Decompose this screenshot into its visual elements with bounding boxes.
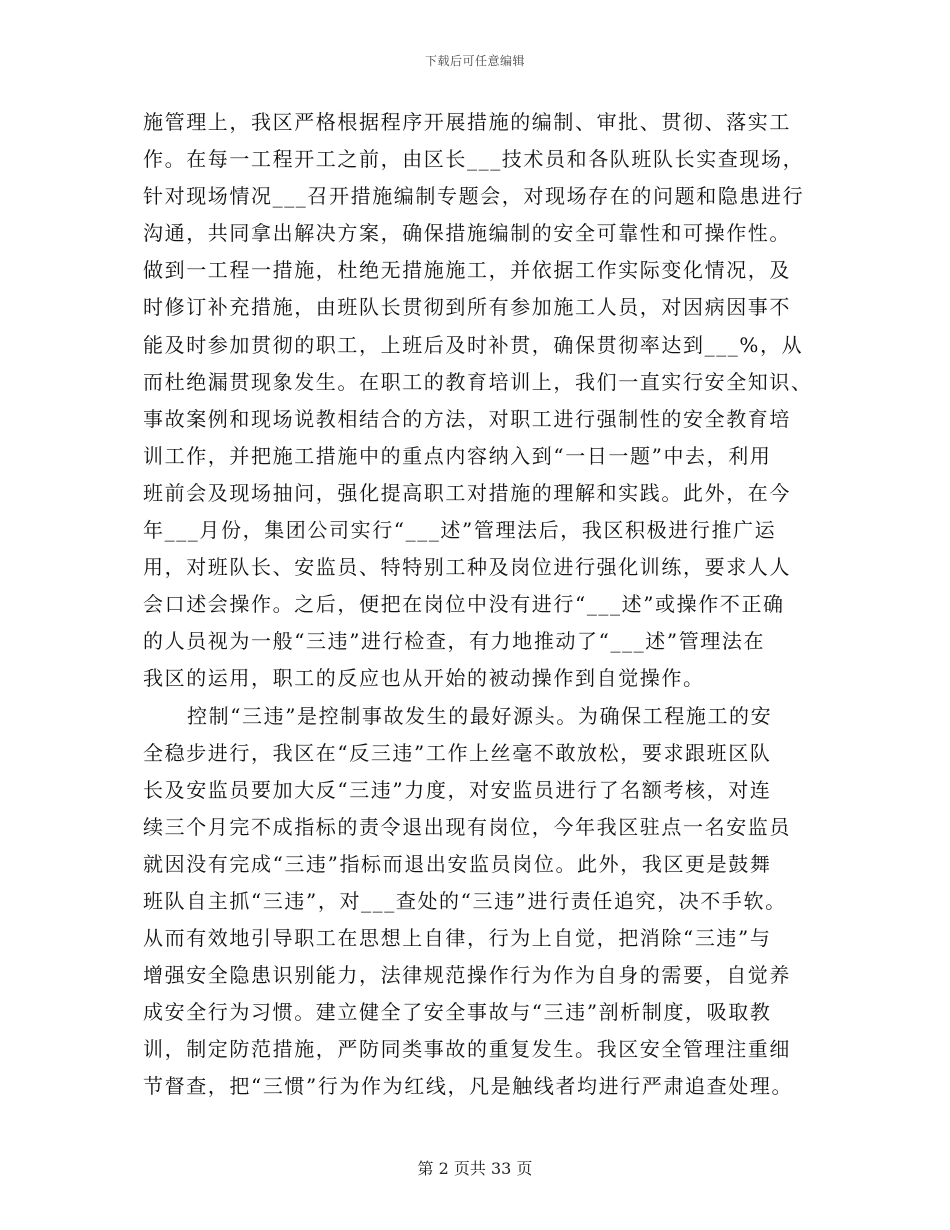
text-line: 沟通，共同拿出解决方案，确保措施编制的安全可靠性和可操作性。 <box>143 221 791 246</box>
text-line: 施管理上，我区严格根据程序开展措施的编制、审批、贯彻、落实工 <box>143 110 791 134</box>
text-line: 做到一工程一措施，杜绝无措施施工，并依据工作实际变化情况，及 <box>143 258 791 283</box>
text-line: 从而有效地引导职工在思想上自律，行为上自觉，把消除“三违”与 <box>143 926 772 951</box>
text-line: 班前会及现场抽问，强化提高职工对措施的理解和实践。此外，在今 <box>143 480 791 505</box>
text-line: 就因没有完成“三违”指标而退出安监员岗位。此外，我区更是鼓舞 <box>143 851 772 876</box>
text-line: 而杜绝漏贯现象发生。在职工的教育培训上，我们一直实行安全知识、 <box>143 369 813 394</box>
text-line: 节督查，把“三惯”行为作为红线，凡是触线者均进行严肃追查处理。 <box>143 1074 794 1099</box>
text-line: 全稳步进行，我区在“反三违”工作上丝毫不敢放松，要求跟班区队 <box>143 740 772 765</box>
text-line: 增强安全隐患识别能力，法律规范操作行为作为自身的需要，自觉养 <box>143 963 791 988</box>
document-body <box>143 104 813 1106</box>
text-line: 我区的运用，职工的反应也从开始的被动操作到自觉操作。 <box>143 666 705 691</box>
text-line: 事故案例和现场说教相结合的方法，对职工进行强制性的安全教育培 <box>143 406 791 431</box>
page-number-footer: 第 2 页共 33 页 <box>417 1159 533 1178</box>
text-line: 长及安监员要加大反“三违”力度，对安监员进行了名额考核，对连 <box>143 777 772 802</box>
text-line: 的人员视为一般“三违”进行检查，有力地推动了“___述”管理法在 <box>143 629 766 654</box>
text-line: 用，对班队长、安监员、特特别工种及岗位进行强化训练，要求人人 <box>143 555 791 580</box>
text-line: 年___月份，集团公司实行“___述”管理法后，我区积极进行推广运 <box>143 518 777 543</box>
text-line: 针对现场情况___召开措施编制专题会，对现场存在的问题和隐患进行 <box>143 184 805 209</box>
text-line: 班队自主抓“三违”，对___查处的“三违”进行责任追究，决不手软。 <box>143 888 787 913</box>
paragraph-first-line: 控制“三违”是控制事故发生的最好源头。为确保工程施工的安 <box>187 703 773 728</box>
text-line: 能及时参加贯彻的职工，上班后及时补贯，确保贯彻率达到___%，从 <box>143 332 804 357</box>
text-line: 成安全行为习惯。建立健全了安全事故与“三违”剖析制度，吸取教 <box>143 1000 772 1025</box>
text-line: 续三个月完不成指标的责令退出现有岗位，今年我区驻点一名安监员 <box>143 814 791 839</box>
page-header: 下载后可任意编辑 <box>424 54 525 68</box>
text-line: 时修订补充措施，由班队长贯彻到所有参加施工人员，对因病因事不 <box>143 295 791 320</box>
text-line: 训工作，并把施工措施中的重点内容纳入到“一日一题”中去，利用 <box>143 443 772 468</box>
text-line: 训，制定防范措施，严防同类事故的重复发生。我区安全管理注重细 <box>143 1037 791 1062</box>
text-line: 会口述会操作。之后，便把在岗位中没有进行“___述”或操作不正确 <box>143 592 785 617</box>
text-line: 作。在每一工程开工之前，由区长___技术员和各队班队长实查现场， <box>143 147 805 172</box>
